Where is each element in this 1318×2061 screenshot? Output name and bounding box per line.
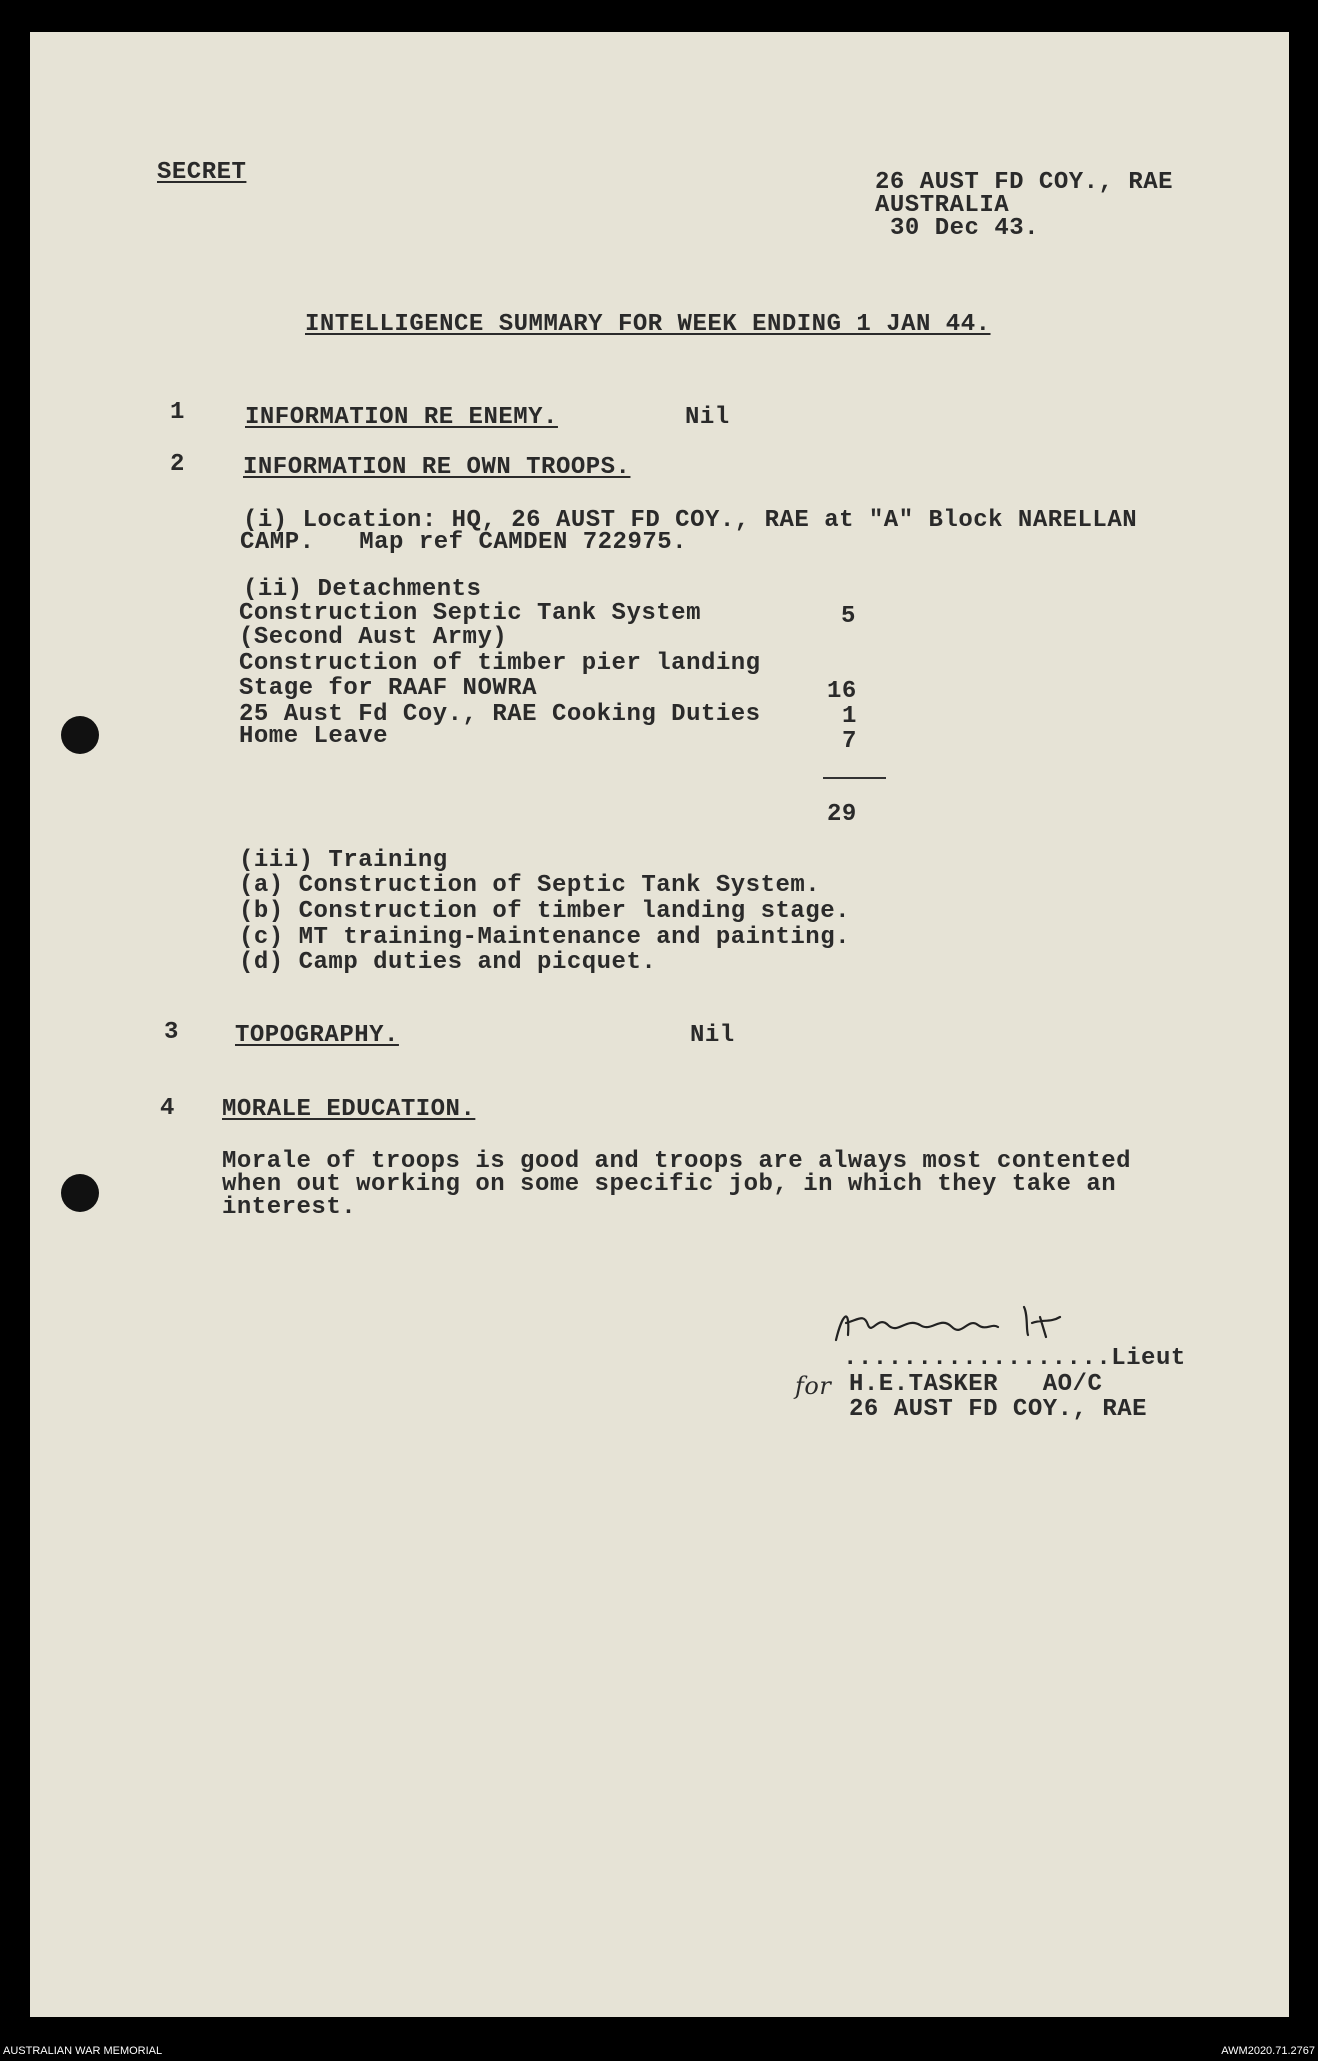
morale-line: when out working on some specific job, in which they take an — [222, 1171, 1117, 1198]
section-heading: INFORMATION RE OWN TROOPS. — [243, 454, 631, 481]
detachment-label: Stage for RAAF NOWRA — [239, 675, 538, 702]
punch-hole — [61, 716, 99, 754]
punch-hole — [61, 1174, 99, 1212]
section-number: 3 — [164, 1019, 179, 1046]
footer-accession: AWM2020.71.2767 — [1221, 2045, 1315, 2057]
training-heading: (iii) Training — [239, 847, 448, 874]
detachment-count: 16 — [827, 678, 857, 705]
section-number: 1 — [170, 399, 185, 426]
detachment-label: Home Leave — [239, 723, 389, 750]
detachment-total: 29 — [827, 801, 857, 828]
detachment-count: 5 — [841, 603, 856, 630]
training-item: (a) Construction of Septic Tank System. — [239, 872, 821, 899]
detachment-label: (Second Aust Army) — [239, 624, 508, 651]
detachments-heading: (ii) Detachments — [243, 576, 482, 603]
signature-dots: ..................Lieut — [843, 1345, 1186, 1372]
total-rule — [823, 777, 886, 779]
document-date: 30 Dec 43. — [890, 215, 1040, 242]
morale-line: Morale of troops is good and troops are always most contented — [222, 1148, 1132, 1175]
morale-line: interest. — [222, 1194, 357, 1221]
training-item: (d) Camp duties and picquet. — [239, 949, 657, 976]
signatory-unit: 26 AUST FD COY., RAE — [849, 1396, 1148, 1423]
detachment-label: Construction of timber pier landing — [239, 650, 761, 677]
document-title: INTELLIGENCE SUMMARY FOR WEEK ENDING 1 JAN 44. — [305, 311, 991, 338]
section-number: 2 — [170, 451, 185, 478]
section-number: 4 — [160, 1095, 175, 1122]
location-line: (i) Location: HQ, 26 AUST FD COY., RAE at "A" Block NARELLAN — [243, 507, 1138, 534]
training-item: (c) MT training-Maintenance and painting. — [239, 924, 850, 951]
section-heading: TOPOGRAPHY. — [235, 1022, 399, 1049]
detachment-label: Construction Septic Tank System — [239, 600, 701, 627]
unit-name: 26 AUST FD COY., RAE — [875, 169, 1174, 196]
section-heading: INFORMATION RE ENEMY. — [245, 404, 558, 431]
section-value: Nil — [685, 404, 730, 431]
signatory-name: H.E.TASKER AO/C — [849, 1371, 1103, 1398]
section-heading: MORALE EDUCATION. — [222, 1096, 476, 1123]
detachment-count: 1 — [842, 703, 857, 730]
classification-label: SECRET — [157, 159, 247, 186]
footer-source: AUSTRALIAN WAR MEMORIAL — [3, 2045, 163, 2057]
training-item: (b) Construction of timber landing stage. — [239, 898, 850, 925]
detachment-label: 25 Aust Fd Coy., RAE Cooking Duties — [239, 701, 761, 728]
for-annotation: for — [795, 1372, 832, 1400]
detachment-count: 7 — [842, 728, 857, 755]
country: AUSTRALIA — [875, 192, 1010, 219]
location-line: CAMP. Map ref CAMDEN 722975. — [240, 529, 688, 556]
section-value: Nil — [690, 1022, 735, 1049]
